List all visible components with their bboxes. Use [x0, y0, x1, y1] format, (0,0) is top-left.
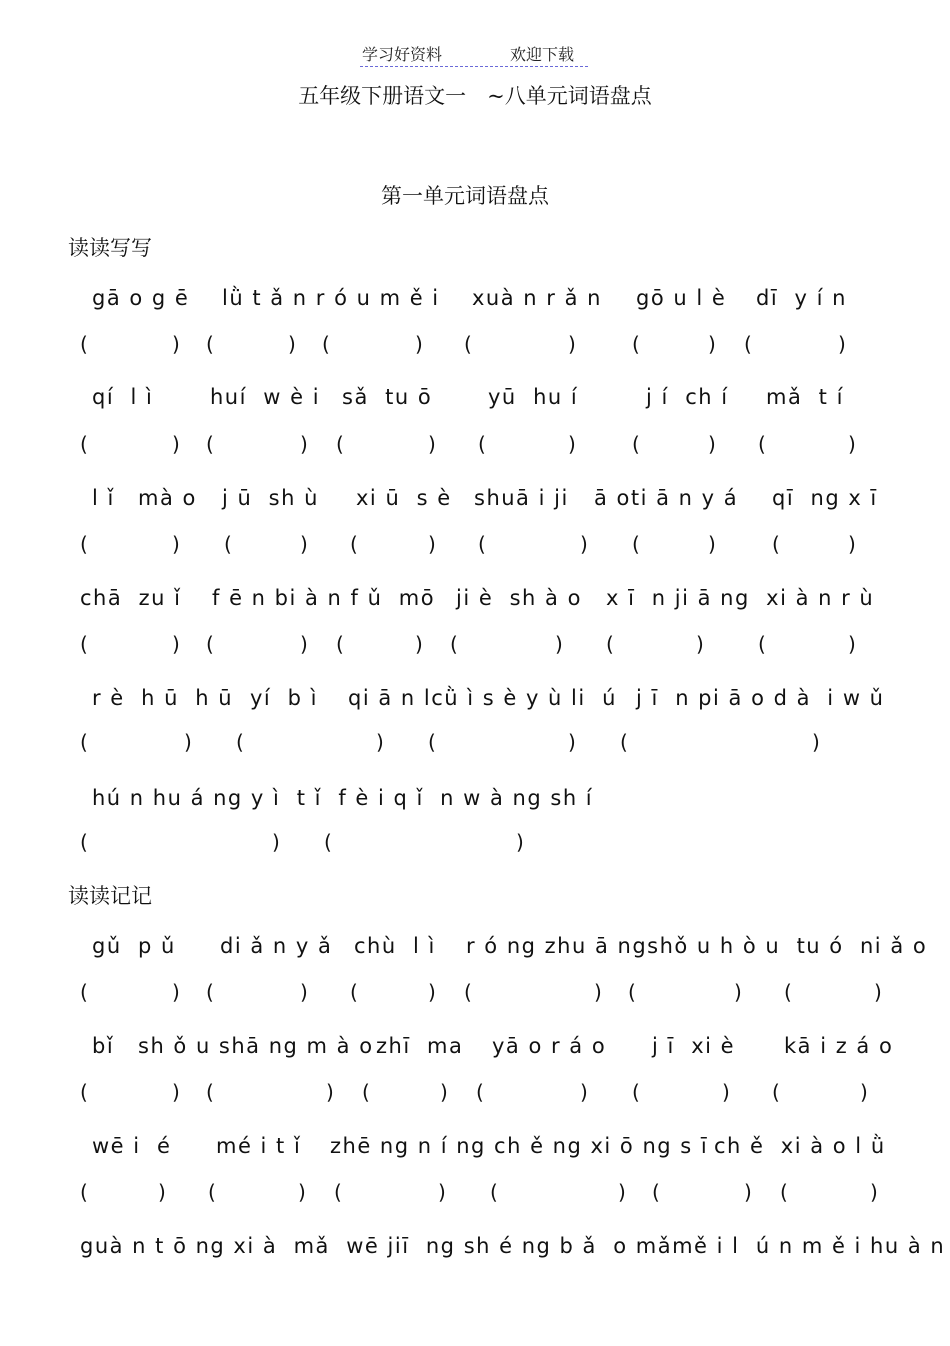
paren-mark: ) — [860, 1080, 868, 1104]
paren-mark: ( — [428, 730, 436, 754]
pinyin-word: f ē n bi à n f ǔ mō — [212, 586, 436, 610]
paren-mark: ( — [772, 1080, 780, 1104]
paren-mark: ) — [696, 632, 704, 656]
paren-mark: ( — [206, 632, 214, 656]
paren-mark: ( — [478, 432, 486, 456]
pinyin-word: guà n t ō ng xi à mǎ wē jiī ng sh é ng b ǎ o mǎmě i l ú n m ě i hu à n — [80, 1234, 946, 1258]
pinyin-word: mǎ t í — [766, 385, 844, 409]
paren-mark: ) — [568, 730, 576, 754]
pinyin-word: wē i é — [92, 1134, 172, 1158]
paren-mark: ) — [415, 332, 423, 356]
answer-blanks — [0, 532, 950, 562]
paren-mark: ) — [516, 830, 524, 854]
pinyin-word: yā o r á o — [492, 1034, 607, 1058]
paren-mark: ) — [172, 632, 180, 656]
paren-mark: ( — [476, 1080, 484, 1104]
pinyin-word: hú n hu á ng y ì t ǐ f è i q ǐ n w à ng sh í — [92, 786, 594, 810]
pinyin-word: r è h ū h ū — [92, 686, 234, 710]
paren-mark: ( — [80, 830, 88, 854]
paren-mark: ) — [568, 332, 576, 356]
pinyin-word: j ū sh ù — [222, 486, 319, 510]
paren-mark: ( — [224, 532, 232, 556]
pinyin-word: bǐ — [92, 1034, 115, 1058]
paren-mark: ) — [298, 1180, 306, 1204]
paren-mark: ) — [580, 532, 588, 556]
paren-mark: ) — [172, 432, 180, 456]
pinyin-word: sǎ tu ō — [342, 385, 433, 409]
paren-mark: ) — [300, 532, 308, 556]
pinyin-word: shuā i ji — [474, 486, 569, 510]
section-heading-read-remember: 读读记记 — [68, 884, 152, 908]
paren-mark: ) — [848, 632, 856, 656]
paren-mark: ( — [464, 332, 472, 356]
paren-mark: ( — [632, 1080, 640, 1104]
answer-blanks — [0, 632, 950, 662]
paren-mark: ) — [722, 1080, 730, 1104]
paren-mark: ) — [708, 332, 716, 356]
paren-mark: ) — [594, 980, 602, 1004]
pinyin-word: kā i z á o — [784, 1034, 894, 1058]
pinyin-word: sh ǒ u shā ng m à o — [138, 1034, 374, 1058]
answer-blanks — [0, 432, 950, 462]
pinyin-word: gǔ p ǔ — [92, 934, 176, 958]
pinyin-word: xi ū s è — [356, 486, 452, 510]
answer-blanks — [0, 332, 950, 362]
paren-mark: ) — [172, 980, 180, 1004]
paren-mark: ( — [772, 532, 780, 556]
paren-mark: ( — [324, 830, 332, 854]
pinyin-word: chù l ì — [354, 934, 436, 958]
paren-mark: ) — [158, 1180, 166, 1204]
paren-mark: ( — [336, 432, 344, 456]
paren-mark: ) — [555, 632, 563, 656]
paren-mark: ) — [376, 730, 384, 754]
paren-mark: ) — [812, 730, 820, 754]
paren-mark: ) — [708, 532, 716, 556]
pinyin-word: qī ng x ī — [772, 486, 878, 510]
paren-mark: ) — [300, 432, 308, 456]
paren-mark: ( — [80, 332, 88, 356]
paren-mark: ( — [206, 432, 214, 456]
paren-mark: ( — [652, 1180, 660, 1204]
answer-blanks — [0, 980, 950, 1010]
paren-mark: ( — [334, 1180, 342, 1204]
paren-mark: ( — [206, 980, 214, 1004]
paren-mark: ) — [848, 532, 856, 556]
pinyin-word: zhē ng n í ng ch ě ng xi ō ng s ī — [330, 1134, 709, 1158]
pinyin-word: mé i t ǐ — [216, 1134, 302, 1158]
paren-mark: ( — [80, 1180, 88, 1204]
pinyin-word: r ó ng zhu ā ngshǒ u h ò u tu ó ni ǎ o — [466, 934, 928, 958]
section-heading-read-write: 读读写写 — [68, 236, 152, 260]
paren-mark: ) — [708, 432, 716, 456]
pinyin-word: j í ch í — [646, 385, 729, 409]
paren-mark: ) — [272, 830, 280, 854]
unit-title: 第一单元词语盘点 — [381, 184, 549, 208]
paren-mark: ( — [450, 632, 458, 656]
answer-blanks — [0, 830, 950, 860]
paren-mark: ) — [428, 432, 436, 456]
paren-mark: ) — [184, 730, 192, 754]
pinyin-row — [0, 286, 950, 316]
header-left: 学习好资料 — [362, 45, 443, 64]
paren-mark: ( — [80, 1080, 88, 1104]
paren-mark: ) — [428, 980, 436, 1004]
paren-mark: ( — [322, 332, 330, 356]
answer-blanks — [0, 1180, 950, 1210]
paren-mark: ( — [236, 730, 244, 754]
paren-mark: ) — [300, 980, 308, 1004]
pinyin-word: l ǐ — [92, 486, 115, 510]
pinyin-row — [0, 586, 950, 616]
paren-mark: ( — [80, 432, 88, 456]
paren-mark: ( — [80, 532, 88, 556]
paren-mark: ) — [300, 632, 308, 656]
pinyin-row — [0, 786, 950, 816]
pinyin-row — [0, 486, 950, 516]
paren-mark: ( — [620, 730, 628, 754]
paren-mark: ) — [734, 980, 742, 1004]
pinyin-word: j ī n pi ā o d à i w ǔ — [636, 686, 885, 710]
paren-mark: ) — [848, 432, 856, 456]
pinyin-row — [0, 1134, 950, 1164]
pinyin-row — [0, 686, 950, 716]
pinyin-word: mà o — [138, 486, 197, 510]
paren-mark: ( — [606, 632, 614, 656]
paren-mark: ) — [744, 1180, 752, 1204]
header-right: 欢迎下载 — [510, 45, 575, 64]
pinyin-row — [0, 934, 950, 964]
pinyin-word: zhī ma — [376, 1034, 464, 1058]
pinyin-word: qí l ì — [92, 385, 154, 409]
pinyin-word: j ī xi è — [652, 1034, 736, 1058]
pinyin-row — [0, 1034, 950, 1064]
paren-mark: ( — [206, 1080, 214, 1104]
pinyin-word: qi ā n lcǜ ì s è y ù li ú — [348, 686, 617, 710]
pinyin-word: ji è sh à o — [456, 586, 582, 610]
paren-mark: ( — [758, 632, 766, 656]
paren-mark: ( — [208, 1180, 216, 1204]
pinyin-word: huí w è i — [210, 385, 321, 409]
paren-mark: ) — [172, 532, 180, 556]
paren-mark: ( — [464, 980, 472, 1004]
paren-mark: ) — [874, 980, 882, 1004]
pinyin-row — [0, 385, 950, 415]
pinyin-word: x ī n ji ā ng xi à n r ù — [606, 586, 875, 610]
paren-mark: ( — [632, 432, 640, 456]
paren-mark: ) — [568, 432, 576, 456]
paren-mark: ( — [490, 1180, 498, 1204]
paren-mark: ) — [438, 1180, 446, 1204]
paren-mark: ( — [758, 432, 766, 456]
pinyin-word: chā zu ǐ — [80, 586, 182, 610]
paren-mark: ) — [580, 1080, 588, 1104]
document-title: 五年级下册语文一 ~八单元词语盘点 — [298, 84, 652, 108]
page-header — [360, 40, 588, 67]
paren-mark: ) — [172, 1080, 180, 1104]
paren-mark: ) — [172, 332, 180, 356]
paren-mark: ( — [350, 980, 358, 1004]
paren-mark: ( — [336, 632, 344, 656]
paren-mark: ) — [618, 1180, 626, 1204]
pinyin-word: yí b ì — [250, 686, 318, 710]
paren-mark: ) — [415, 632, 423, 656]
answer-blanks — [0, 1080, 950, 1110]
pinyin-word: yū hu í — [488, 385, 579, 409]
paren-mark: ( — [632, 332, 640, 356]
pinyin-word: dī y í n — [756, 286, 847, 310]
paren-mark: ( — [478, 532, 486, 556]
pinyin-word: lǜ t ǎ n r ó u m ě i — [222, 286, 440, 310]
paren-mark: ( — [80, 632, 88, 656]
pinyin-word: gō u l è — [636, 286, 727, 310]
pinyin-word: xuà n r ǎ n — [472, 286, 602, 310]
paren-mark: ( — [784, 980, 792, 1004]
paren-mark: ( — [350, 532, 358, 556]
paren-mark: ) — [428, 532, 436, 556]
paren-mark: ( — [632, 532, 640, 556]
paren-mark: ( — [362, 1080, 370, 1104]
pinyin-word: ā oti ā n y á — [594, 486, 739, 510]
paren-mark: ( — [780, 1180, 788, 1204]
paren-mark: ) — [870, 1180, 878, 1204]
paren-mark: ) — [440, 1080, 448, 1104]
paren-mark: ( — [744, 332, 752, 356]
pinyin-word: gā o g ē — [92, 286, 190, 310]
paren-mark: ( — [80, 980, 88, 1004]
paren-mark: ) — [288, 332, 296, 356]
paren-mark: ( — [80, 730, 88, 754]
paren-mark: ( — [206, 332, 214, 356]
paren-mark: ( — [628, 980, 636, 1004]
answer-blanks — [0, 730, 950, 760]
pinyin-word: di ǎ n y ǎ — [220, 934, 333, 958]
pinyin-word: ch ě xi à o l ǜ — [714, 1134, 886, 1158]
paren-mark: ) — [326, 1080, 334, 1104]
paren-mark: ) — [838, 332, 846, 356]
pinyin-row — [0, 1234, 950, 1264]
